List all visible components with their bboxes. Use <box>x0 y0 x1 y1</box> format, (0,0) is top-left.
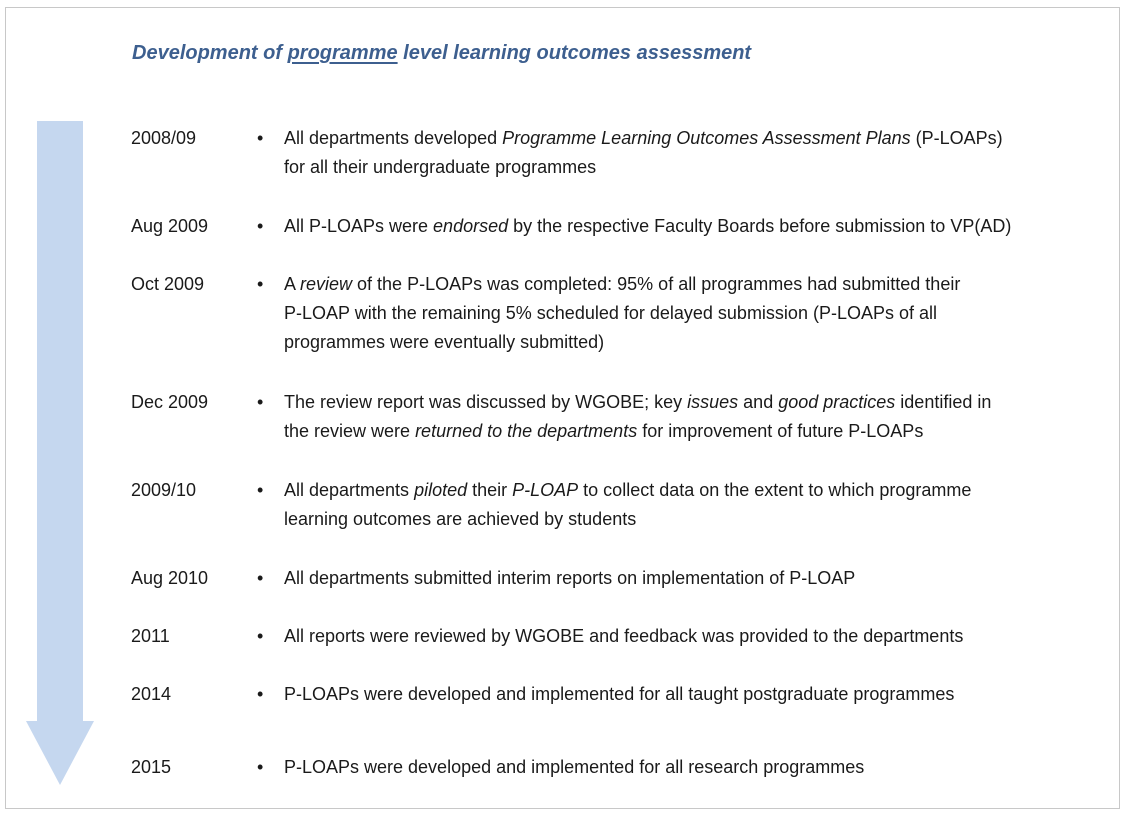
bullet-icon: • <box>257 128 264 148</box>
description-text: All departments developed <box>284 128 503 148</box>
description-text: identified in <box>895 392 992 412</box>
description-text: The review report was discussed by WGOBE; key <box>284 392 688 412</box>
timeline-year: Aug 2010 <box>131 568 209 588</box>
description-line <box>284 680 1099 709</box>
bullet-icon: • <box>257 392 264 412</box>
timeline-year: Dec 2009 <box>131 392 209 412</box>
description-line <box>284 212 1099 241</box>
timeline-year: 2011 <box>131 626 170 646</box>
description-line <box>284 153 1099 182</box>
emphasis-text: piloted <box>414 480 468 500</box>
bullet-icon: • <box>257 684 264 704</box>
emphasis-text: returned to the departments <box>415 421 638 441</box>
timeline-description <box>284 753 1099 782</box>
description-text: their <box>467 480 513 500</box>
description-text: All departments <box>284 480 415 500</box>
description-line <box>284 299 1099 328</box>
emphasis-text: endorsed <box>433 216 509 236</box>
page-title <box>132 42 751 65</box>
timeline-description <box>284 564 1099 593</box>
emphasis-text: good practices <box>778 392 896 412</box>
description-text: All departments submitted interim reports on implementation of P-LOAP <box>284 568 856 588</box>
description-text: P-LOAPs were developed and implemented for all taught postgraduate programmes <box>284 684 955 704</box>
description-text: (P-LOAPs) <box>910 128 1003 148</box>
description-text: by the respective Faculty Boards before submission to VP(AD) <box>508 216 1012 236</box>
timeline-year: 2008/09 <box>131 128 197 148</box>
description-line <box>284 622 1099 651</box>
description-text: for all their undergraduate programmes <box>284 157 597 177</box>
description-line <box>284 328 1099 357</box>
description-text: for improvement of future P-LOAPs <box>637 421 924 441</box>
bullet-icon: • <box>257 568 264 588</box>
title-suffix: level learning outcomes assessment <box>397 42 752 64</box>
timeline-year: 2014 <box>131 684 172 704</box>
description-text: of the P-LOAPs was completed: 95% of all programmes had submitted their <box>352 274 961 294</box>
timeline-arrow-icon <box>25 121 95 786</box>
description-text: All reports were reviewed by WGOBE and feedback was provided to the departments <box>284 626 964 646</box>
description-text: programmes were eventually submitted) <box>284 332 605 352</box>
timeline-description <box>284 622 1099 651</box>
timeline-arrow-shape <box>26 121 94 785</box>
bullet-icon: • <box>257 216 264 236</box>
timeline-description <box>284 124 1099 182</box>
title-underlined-word: programme <box>287 42 398 64</box>
timeline-year: Aug 2009 <box>131 216 209 236</box>
description-line <box>284 124 1099 153</box>
description-line <box>284 505 1099 534</box>
timeline-year: Oct 2009 <box>131 274 205 294</box>
description-line <box>284 417 1099 446</box>
timeline-description <box>284 680 1099 709</box>
description-text: learning outcomes are achieved by students <box>284 509 637 529</box>
description-text: All P-LOAPs were <box>284 216 434 236</box>
description-text: the review were <box>284 421 416 441</box>
description-line <box>284 564 1099 593</box>
timeline-description <box>284 270 1099 357</box>
timeline-description <box>284 388 1099 446</box>
emphasis-text: P-LOAP <box>512 480 579 500</box>
description-line <box>284 270 1099 299</box>
description-line <box>284 476 1099 505</box>
description-line <box>284 753 1099 782</box>
title-prefix: Development of <box>132 42 288 64</box>
description-line <box>284 388 1099 417</box>
emphasis-text: issues <box>687 392 739 412</box>
bullet-icon: • <box>257 757 264 777</box>
description-text: P-LOAP with the remaining 5% scheduled for delayed submission (P-LOAPs of all <box>284 303 937 323</box>
description-text: to collect data on the extent to which programme <box>578 480 972 500</box>
timeline-year: 2015 <box>131 757 172 777</box>
bullet-icon: • <box>257 274 264 294</box>
description-text: and <box>738 392 779 412</box>
description-text: A <box>284 274 301 294</box>
description-text: P-LOAPs were developed and implemented for all research programmes <box>284 757 865 777</box>
timeline-description <box>284 476 1099 534</box>
bullet-icon: • <box>257 626 264 646</box>
timeline-year: 2009/10 <box>131 480 197 500</box>
emphasis-text: Programme Learning Outcomes Assessment Plans <box>502 128 911 148</box>
emphasis-text: review <box>300 274 353 294</box>
bullet-icon: • <box>257 480 264 500</box>
timeline-description <box>284 212 1099 241</box>
